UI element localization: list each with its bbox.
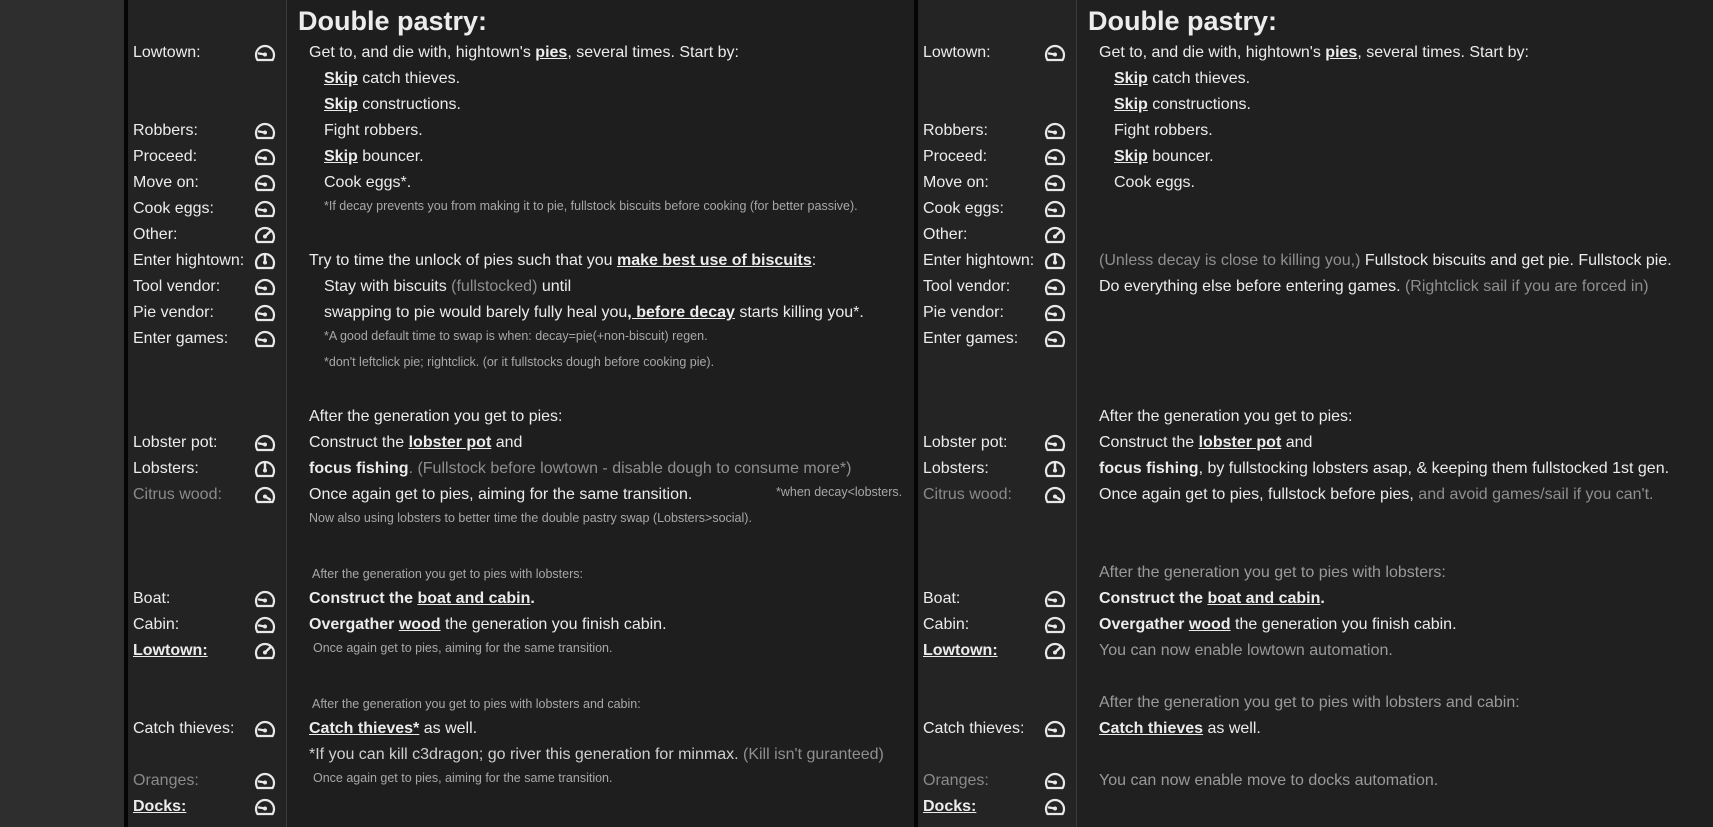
gauge-low-icon[interactable] xyxy=(254,588,276,610)
right-line-overgather: Overgather wood the generation you finish cabin. xyxy=(1099,616,1457,633)
gauge-low-icon[interactable] xyxy=(1044,276,1066,298)
right-line-once-again: Once again get to pies, fullstock before pies, and avoid games/sail if you can't. xyxy=(1099,486,1654,503)
gauge-low-icon[interactable] xyxy=(254,432,276,454)
right-row-label: Lowtown: xyxy=(923,642,998,659)
gauge-low-icon[interactable] xyxy=(1044,120,1066,142)
left-row-label: Boat: xyxy=(133,590,171,607)
gauge-low-icon[interactable] xyxy=(254,796,276,818)
left-row-label: Lowtown: xyxy=(133,44,201,61)
left-row-label: Pie vendor: xyxy=(133,304,214,321)
right-row-label: Pie vendor: xyxy=(923,304,1004,321)
right-row-label: Proceed: xyxy=(923,148,988,165)
left-row-label: Catch thieves: xyxy=(133,720,235,737)
left-note-when-decay: *when decay<lobsters. xyxy=(776,485,903,499)
catch-thieves-link[interactable]: Catch thieves xyxy=(309,720,414,737)
right-line-after-cabin: After the generation you get to pies with lobsters and cabin: xyxy=(1099,694,1520,711)
right-line-catch-thieves: Catch thieves as well. xyxy=(1099,720,1261,737)
left-note-after-cabin: After the generation you get to pies with lobsters and cabin: xyxy=(312,697,641,711)
gauge-low-icon[interactable] xyxy=(254,302,276,324)
left-line-time-unlock: Try to time the unlock of pies such that you make best use of biscuits: xyxy=(309,252,817,269)
left-row-label: Lowtown: xyxy=(133,642,208,659)
skip-bouncer-link[interactable]: Skip xyxy=(324,148,358,165)
right-line-skip-constructions: Skip constructions. xyxy=(1114,96,1251,113)
left-row-label: Proceed: xyxy=(133,148,198,165)
right-row-label: Docks: xyxy=(923,798,977,815)
right-row-label: Cabin: xyxy=(923,616,970,633)
right-row-label: Move on: xyxy=(923,174,989,191)
gauge-high-icon[interactable] xyxy=(254,224,276,246)
skip-bouncer-link[interactable]: Skip xyxy=(1114,148,1148,165)
gauge-down-icon[interactable] xyxy=(254,484,276,506)
left-row-label: Cook eggs: xyxy=(133,200,214,217)
right-row-label: Cook eggs: xyxy=(923,200,1004,217)
left-line-stay-biscuits: Stay with biscuits (fullstocked) until xyxy=(324,278,572,295)
pies-link[interactable]: pies xyxy=(1325,44,1358,61)
left-line-intro: Get to, and die with, hightown's pies, several times. Start by: xyxy=(309,44,739,61)
right-line-boat-cabin: Construct the boat and cabin. xyxy=(1099,590,1325,607)
left-line-skip-thieves: Skip catch thieves. xyxy=(324,70,461,87)
left-row-label: Docks: xyxy=(133,798,187,815)
gauge-low-icon[interactable] xyxy=(1044,718,1066,740)
wood-link[interactable]: wood xyxy=(1188,616,1231,633)
right-line-focus-fishing: focus fishing, by fullstocking lobsters asap, & keeping them fullstocked 1st gen. xyxy=(1099,460,1670,477)
left-row-label: Enter hightown: xyxy=(133,252,245,269)
gauge-low-icon[interactable] xyxy=(254,614,276,636)
right-line-docks-automation: You can now enable move to docks automation. xyxy=(1099,772,1439,789)
left-line-c3dragon: *If you can kill c3dragon; go river this generation for minmax. (Kill isn't guranteed) xyxy=(309,746,884,763)
gauge-mid-icon[interactable] xyxy=(254,250,276,272)
gauge-mid-icon[interactable] xyxy=(254,458,276,480)
right-row-label: Lobsters: xyxy=(923,460,989,477)
boat-cabin-link[interactable]: boat and cabin xyxy=(417,590,531,607)
left-row-label: Lobster pot: xyxy=(133,434,218,451)
left-line-boat-cabin: Construct the boat and cabin. xyxy=(309,590,535,607)
right-line-everything-else: Do everything else before entering games. (Rightclick sail if you are forced in) xyxy=(1099,278,1649,295)
left-line-skip-constructions: Skip constructions. xyxy=(324,96,461,113)
skip-constructions-link[interactable]: Skip xyxy=(1114,96,1148,113)
gauge-low-icon[interactable] xyxy=(254,120,276,142)
boat-cabin-link[interactable]: boat and cabin xyxy=(1207,590,1321,607)
left-row-label: Oranges: xyxy=(133,772,199,789)
left-line-once-again: Once again get to pies, aiming for the same transition. xyxy=(309,486,693,503)
gauge-low-icon[interactable] xyxy=(254,328,276,350)
right-row-label: Robbers: xyxy=(923,122,988,139)
left-note-decay: *If decay prevents you from making it to pie, fullstock biscuits before cooking (for better passive). xyxy=(324,199,858,213)
gauge-mid-icon[interactable] xyxy=(1044,458,1066,480)
gauge-low-icon[interactable] xyxy=(1044,328,1066,350)
gauge-low-icon[interactable] xyxy=(254,198,276,220)
gauge-low-icon[interactable] xyxy=(254,770,276,792)
right-title: Double pastry: xyxy=(1088,6,1278,36)
right-line-skip-bouncer: Skip bouncer. xyxy=(1114,148,1214,165)
skip-thieves-link[interactable]: Skip xyxy=(1114,70,1148,87)
left-line-lobster-pot: Construct the lobster pot and xyxy=(309,434,523,451)
right-line-intro: Get to, and die with, hightown's pies, several times. Start by: xyxy=(1099,44,1529,61)
right-row-label: Boat: xyxy=(923,590,961,607)
left-row-label: Lobsters: xyxy=(133,460,199,477)
before-decay-link[interactable]: , before decay xyxy=(627,304,735,321)
left-line-robbers: Fight robbers. xyxy=(324,122,423,139)
gauge-high-icon[interactable] xyxy=(1044,224,1066,246)
lobster-pot-link[interactable]: lobster pot xyxy=(1198,434,1282,451)
left-row-label: Move on: xyxy=(133,174,199,191)
right-row-label: Lowtown: xyxy=(923,44,991,61)
right-line-robbers: Fight robbers. xyxy=(1114,122,1213,139)
right-row-label: Other: xyxy=(923,226,968,243)
lobster-pot-link[interactable]: lobster pot xyxy=(408,434,492,451)
gauge-mid-icon[interactable] xyxy=(1044,250,1066,272)
gauge-high-icon[interactable] xyxy=(254,640,276,662)
right-row-label: Lobster pot: xyxy=(923,434,1008,451)
right-row-label: Enter games: xyxy=(923,330,1019,347)
gauge-low-icon[interactable] xyxy=(1044,770,1066,792)
left-note-once-again-3: Once again get to pies, aiming for the same transition. xyxy=(313,771,613,785)
left-row-label: Robbers: xyxy=(133,122,198,139)
left-title: Double pastry: xyxy=(298,6,488,36)
left-row-label: Enter games: xyxy=(133,330,229,347)
left-note-after-lobsters: After the generation you get to pies with lobsters: xyxy=(312,567,583,581)
left-line-catch-thieves: Catch thieves* as well. xyxy=(309,720,478,737)
gauge-low-icon[interactable] xyxy=(1044,588,1066,610)
gauge-low-icon[interactable] xyxy=(1044,614,1066,636)
gauge-low-icon[interactable] xyxy=(254,146,276,168)
left-line-after-pies: After the generation you get to pies: xyxy=(309,408,563,425)
left-row-label: Cabin: xyxy=(133,616,180,633)
left-note-lobsters-swap: Now also using lobsters to better time the double pastry swap (Lobsters>social). xyxy=(309,511,752,525)
right-row-label: Tool vendor: xyxy=(923,278,1011,295)
gauge-low-icon[interactable] xyxy=(254,718,276,740)
gauge-low-icon[interactable] xyxy=(1044,42,1066,64)
right-line-after-lobsters: After the generation you get to pies with lobsters: xyxy=(1099,564,1446,581)
gauge-low-icon[interactable] xyxy=(1044,796,1066,818)
left-note-default-swap: *A good default time to swap is when: decay=pie(+non-biscuit) regen. xyxy=(324,329,708,343)
right-line-lowtown-automation: You can now enable lowtown automation. xyxy=(1099,642,1393,659)
right-line-cook-eggs: Cook eggs. xyxy=(1114,174,1195,191)
skip-thieves-link[interactable]: Skip xyxy=(324,70,358,87)
pies-link[interactable]: pies xyxy=(535,44,568,61)
wood-link[interactable]: wood xyxy=(398,616,441,633)
right-line-skip-thieves: Skip catch thieves. xyxy=(1114,70,1251,87)
gauge-high-icon[interactable] xyxy=(1044,640,1066,662)
right-line-after-pies: After the generation you get to pies: xyxy=(1099,408,1353,425)
left-note-rightclick: *don't leftclick pie; rightclick. (or it fullstocks dough before cooking pie). xyxy=(324,355,715,369)
left-note-once-again-2: Once again get to pies, aiming for the same transition. xyxy=(313,641,613,655)
skip-constructions-link[interactable]: Skip xyxy=(324,96,358,113)
left-row-label: Other: xyxy=(133,226,178,243)
right-line-fullstock: (Unless decay is close to killing you,) Fullstock biscuits and get pie. Fullstock pie. xyxy=(1099,252,1672,269)
left-line-swapping: swapping to pie would barely fully heal you, before decay starts killing you*. xyxy=(324,304,864,321)
left-row-label: Citrus wood: xyxy=(133,486,222,503)
gauge-low-icon[interactable] xyxy=(254,276,276,298)
best-use-biscuits-link[interactable]: make best use of biscuits xyxy=(617,252,812,269)
left-line-overgather: Overgather wood the generation you finish cabin. xyxy=(309,616,667,633)
gauge-low-icon[interactable] xyxy=(1044,198,1066,220)
gauge-low-icon[interactable] xyxy=(1044,146,1066,168)
catch-thieves-link[interactable]: Catch thieves xyxy=(1099,720,1204,737)
left-gutter xyxy=(0,0,124,827)
gauge-low-icon[interactable] xyxy=(254,172,276,194)
gauge-low-icon[interactable] xyxy=(1044,172,1066,194)
right-row-label: Catch thieves: xyxy=(923,720,1025,737)
right-row-label: Oranges: xyxy=(923,772,989,789)
left-line-focus-fishing: focus fishing. (Fullstock before lowtown - disable dough to consume more*) xyxy=(309,460,852,477)
left-line-skip-bouncer: Skip bouncer. xyxy=(324,148,424,165)
gauge-low-icon[interactable] xyxy=(1044,302,1066,324)
right-row-label: Citrus wood: xyxy=(923,486,1012,503)
gauge-down-icon[interactable] xyxy=(1044,484,1066,506)
gauge-low-icon[interactable] xyxy=(1044,432,1066,454)
left-line-cook-eggs: Cook eggs*. xyxy=(324,174,412,191)
right-line-lobster-pot: Construct the lobster pot and xyxy=(1099,434,1313,451)
gauge-low-icon[interactable] xyxy=(254,42,276,64)
right-row-label: Enter hightown: xyxy=(923,252,1035,269)
left-row-label: Tool vendor: xyxy=(133,278,221,295)
